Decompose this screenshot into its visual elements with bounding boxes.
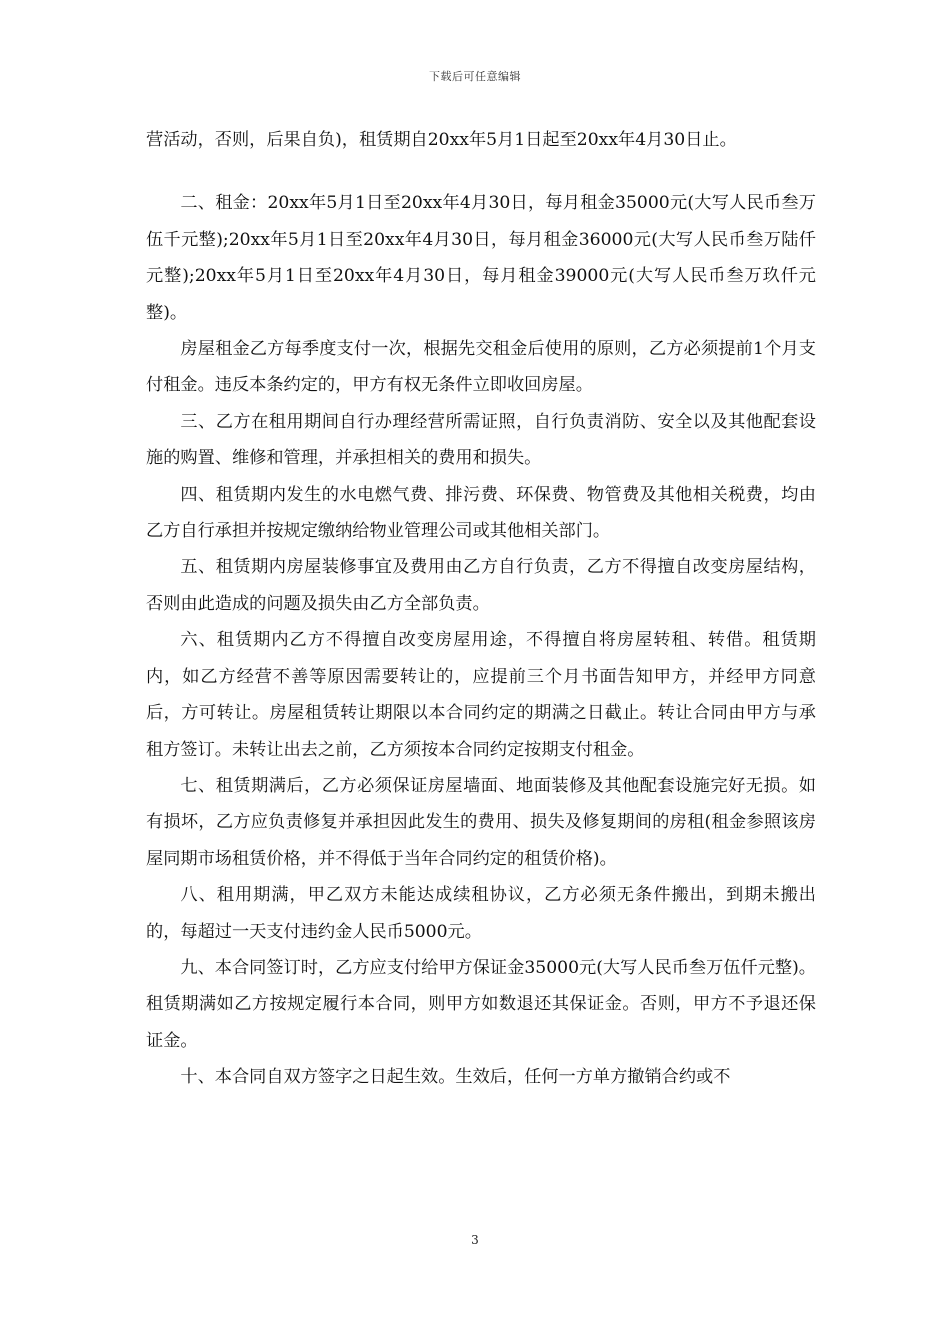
clause-5-renovation: 五、租赁期内房屋装修事宜及费用由乙方自行负责，乙方不得擅自改变房屋结构，否则由此造成的问题及损失由乙方全部负责。	[146, 557, 816, 614]
clause-4-utilities: 四、租赁期内发生的水电燃气费、排污费、环保费、物管费及其他相关税费，均由乙方自行承担并按规定缴纳给物业管理公司或其他相关部门。	[146, 484, 816, 542]
clause-8-expiry: 八、租用期满，甲乙双方未能达成续租协议，乙方必须无条件搬出，到期未搬出的，每超过一天支付违约金人民币5000元。	[146, 885, 816, 942]
rent-payment-terms: 房屋租金乙方每季度支付一次，根据先交租金后使用的原则，乙方必须提前1个月支付租金。违反本条约定的，甲方有权无条件立即收回房屋。	[146, 339, 816, 396]
clause-7-restoration: 七、租赁期满后，乙方必须保证房屋墙面、地面装修及其他配套设施完好无损。如有损坏，乙方应负责修复并承担因此发生的费用、损失及修复期间的房租(租金参照该房屋同期市场租赁价格，并不得低于当年合同约定的租赁价格)。	[146, 775, 816, 869]
clause-10-effective: 十、本合同自双方签字之日起生效。生效后，任何一方单方撤销合约或不	[180, 1067, 731, 1088]
page-number: 3	[471, 1233, 479, 1247]
clause-2-rent: 二、租金：20xx年5月1日至20xx年4月30日，每月租金35000元(大写人民币叁万伍千元整);20xx年5月1日至20xx年4月30日，每月租金36000元(大写人民币叁万陆仟元整);20xx年5月1日至20xx年4月30日，每月租金39000元(大写人民币叁万玖仟元整)。	[146, 193, 816, 323]
clause-6-usage-transfer: 六、租赁期内乙方不得擅自改变房屋用途，不得擅自将房屋转租、转借。租赁期内，如乙方经营不善等原因需要转让的，应提前三个月书面告知甲方，并经甲方同意后，方可转让。房屋租赁转让期限以本合同约定的期满之日截止。转让合同由甲方与承租方签订。未转让出去之前，乙方须按本合同约定按期支付租金。	[146, 630, 816, 760]
clause-9-deposit: 九、本合同签订时，乙方应支付给甲方保证金35000元(大写人民币叁万伍仟元整)。租赁期满如乙方按规定履行本合同，则甲方如数退还其保证金。否则，甲方不予退还保证金。	[146, 957, 816, 1051]
clause-3-licenses: 三、乙方在租用期间自行办理经营所需证照，自行负责消防、安全以及其他配套设施的购置、维修和管理，并承担相关的费用和损失。	[146, 411, 816, 469]
document-body	[146, 122, 816, 1096]
page-header: 下载后可任意编辑	[429, 70, 521, 83]
paragraph-continued: 营活动，否则，后果自负)，租赁期自20xx年5月1日起至20xx年4月30日止。	[146, 130, 737, 150]
